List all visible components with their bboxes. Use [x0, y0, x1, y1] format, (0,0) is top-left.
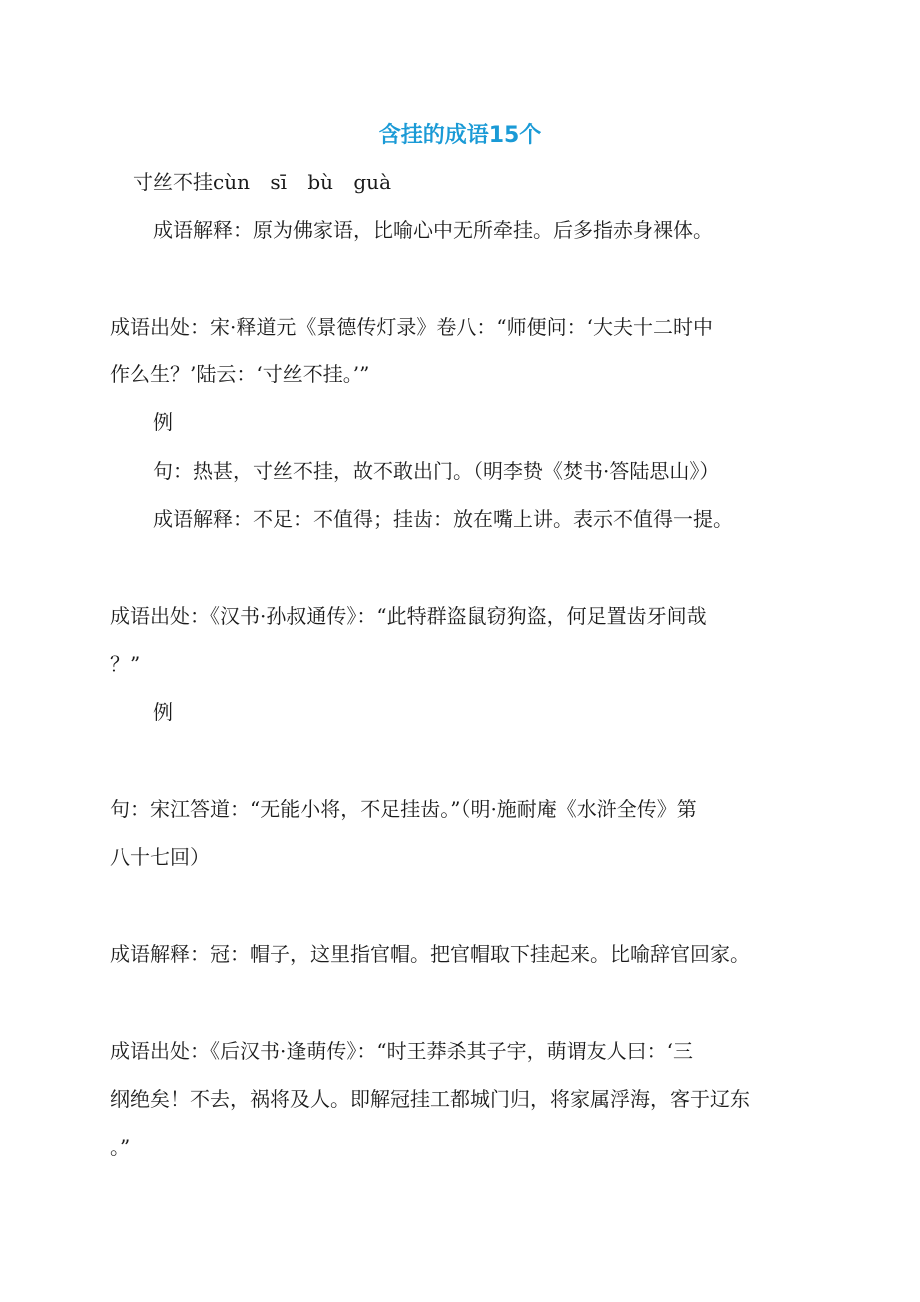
example-text: 句：宋江答道：“无能小将，不足挂齿。”（明·施耐庵《水浒全传》第 [110, 797, 697, 821]
idiom-source-line: 成语出处：宋·释道元《景德传灯录》卷八：“师便问：‘大夫十二时中 [110, 315, 713, 339]
idiom-heading [133, 168, 391, 196]
example-text: 句：热甚，寸丝不挂，故不敢出门。（明李贽《焚书·答陆思山》） [153, 459, 720, 483]
example-label: 例 [153, 410, 173, 434]
idiom-meaning: 成语解释：原为佛家语，比喻心中无所牵挂。后多指赤身裸体。 [153, 218, 713, 242]
idiom-source-line: 成语出处：《后汉书·逢萌传》：“时王莽杀其子宇，萌谓友人曰：‘三 [110, 1039, 693, 1063]
example-text: 八十七回） [110, 845, 210, 869]
idiom-source-line: 成语出处：《汉书·孙叔通传》：“此特群盗鼠窃狗盗，何足置齿牙间哉 [110, 604, 707, 628]
idiom-meaning: 成语解释：不足：不值得；挂齿：放在嘴上讲。表示不值得一提。 [153, 507, 733, 531]
example-label: 例 [153, 700, 173, 724]
idiom-source-line: 纲绝矣！不去，祸将及人。即解冠挂工都城门归，将家属浮海，客于辽东 [110, 1087, 750, 1111]
idiom-pinyin: cùn sī bù guà [213, 170, 391, 194]
idiom-source-line: 作么生？’陆云：‘寸丝不挂。’” [110, 362, 370, 386]
idiom-source-line: ？” [110, 652, 141, 676]
idiom-source-line: 。” [110, 1135, 131, 1159]
idiom-name: 寸丝不挂 [133, 170, 213, 194]
page-title: 含挂的成语15个 [378, 123, 542, 148]
idiom-meaning: 成语解释：冠：帽子，这里指官帽。把官帽取下挂起来。比喻辞官回家。 [110, 942, 750, 966]
